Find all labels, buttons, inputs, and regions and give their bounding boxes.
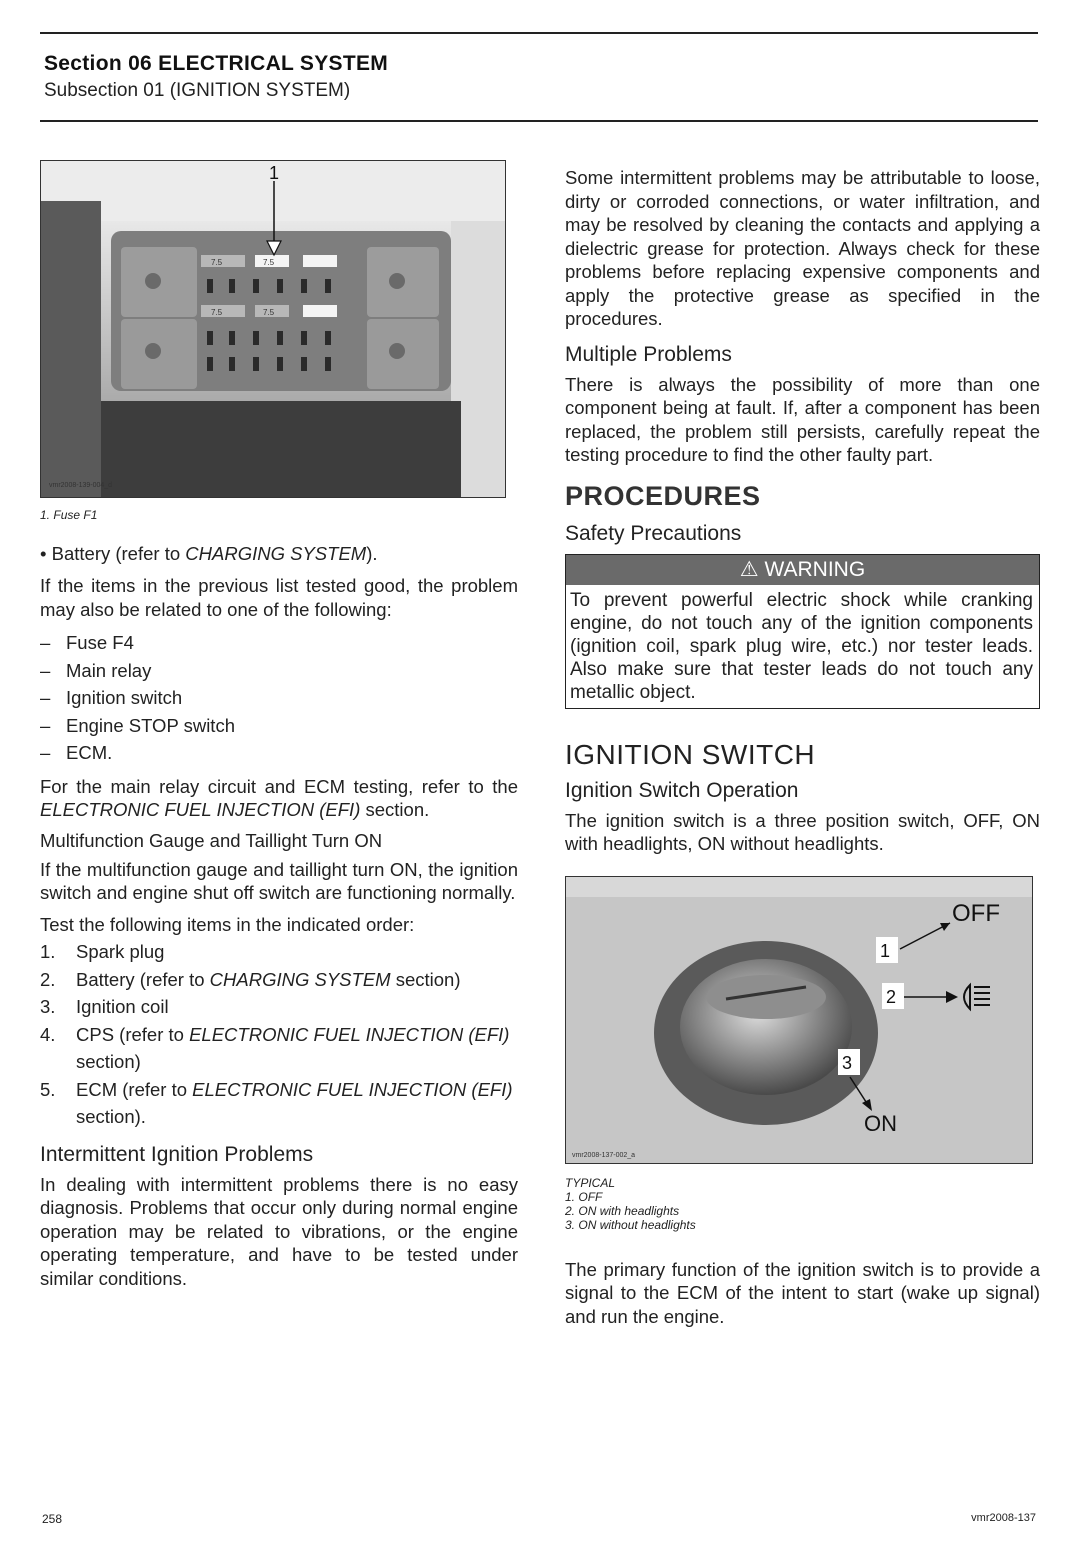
- heading-ignition-switch: IGNITION SWITCH: [565, 738, 816, 770]
- dash-list: [40, 629, 518, 767]
- doc-id: vmr2008-137: [971, 1512, 1036, 1524]
- fuse-label-1: 7.5: [211, 258, 223, 267]
- figure1-callout: 1: [269, 163, 280, 183]
- para-test: Test the following items in the indicated order:: [40, 913, 415, 935]
- figure1-image-id: vmr2008-139-004_d: [49, 482, 113, 489]
- on-label: ON: [864, 1110, 897, 1136]
- left-column: [40, 160, 518, 1298]
- list-item: – Engine STOP switch: [40, 712, 518, 740]
- figure2-caption-item: 1. OFF: [565, 1189, 603, 1204]
- battery-line: • Battery (refer to CHARGING SYSTEM).: [40, 543, 378, 564]
- list-item: – Fuse F4: [40, 629, 518, 657]
- top-rule: [40, 32, 1038, 34]
- figure2-caption-item: 3. ON without headlights: [565, 1217, 696, 1232]
- fuse-box-photo: [41, 161, 505, 497]
- fuse-label-3: 7.5: [263, 308, 275, 317]
- figure2-callout-2: 2: [886, 986, 897, 1007]
- fuse-label-2: 7.5: [211, 308, 223, 317]
- para-multiple: There is always the possibility of more than one component being at fault. If, after a component has been replaced, the problem still persists, carefully repeat the testing procedure to find the other faulty part.: [565, 373, 1040, 465]
- warning-box: [565, 554, 1040, 709]
- ignition-switch-photo: [566, 877, 1032, 1163]
- para-following: If the items in the previous list tested good, the problem may also be related to one of the following:: [40, 575, 518, 620]
- heading-switch-operation: Ignition Switch Operation: [565, 778, 799, 802]
- heading-procedures: PROCEDURES: [565, 480, 761, 511]
- figure2-callout-1: 1: [880, 940, 891, 961]
- figure2-caption-title: TYPICAL: [565, 1175, 616, 1190]
- ignition-switch-figure: [565, 876, 1033, 1164]
- list-item: – ECM.: [40, 739, 518, 767]
- figure2-image-id: vmr2008-137-002_a: [572, 1151, 636, 1159]
- figure2-caption-item: 2. ON with headlights: [565, 1203, 680, 1218]
- fuse-box-figure: [40, 160, 506, 498]
- heading-safety: Safety Precautions: [565, 521, 742, 545]
- heading-multiple-problems: Multiple Problems: [565, 342, 732, 366]
- charging-system-ref: CHARGING SYSTEM: [185, 543, 367, 564]
- list-item: – Main relay: [40, 657, 518, 685]
- figure1-caption: 1. Fuse F1: [40, 508, 98, 522]
- para-primary: The primary function of the ignition switch is to provide a signal to the ECM of the intent to start (wake up signal) and run the engine.: [565, 1258, 1040, 1327]
- list-item: 2. Battery (refer to CHARGING SYSTEM section): [40, 968, 461, 990]
- page-number: 258: [42, 1512, 63, 1526]
- heading-intermittent: Intermittent Ignition Problems: [40, 1142, 314, 1166]
- warning-triangle-icon: ⚠: [739, 557, 759, 581]
- list-item: – Ignition switch: [40, 684, 518, 712]
- list-item: 5. ECM (refer to ELECTRONIC FUEL INJECTION (EFI) section).: [40, 1078, 513, 1127]
- para-main-relay: For the main relay circuit and ECM testing, refer to the ELECTRONIC FUEL INJECTION (EFI) section.: [40, 775, 518, 820]
- numbered-list: [40, 938, 518, 1131]
- figure2-callout-3: 3: [842, 1052, 853, 1073]
- header-rule: [40, 120, 1038, 122]
- list-item: 4. CPS (refer to ELECTRONIC FUEL INJECTION (EFI) section): [40, 1023, 510, 1072]
- list-item: 3. Ignition coil: [40, 996, 169, 1017]
- section-title: Section 06 ELECTRICAL SYSTEM: [44, 52, 389, 75]
- para-gauge: If the multifunction gauge and taillight turn ON, the ignition switch and engine shut off switch are functioning normally.: [40, 858, 518, 903]
- right-column: [565, 166, 1040, 1336]
- para-operation: The ignition switch is a three position switch, OFF, ON with headlights, ON without headlights.: [565, 809, 1040, 854]
- fuse-label-4: 7.5: [263, 258, 275, 267]
- warning-header: [566, 555, 1039, 585]
- para-some-intermittent: Some intermittent problems may be attributable to loose, dirty or corroded connections, or water infiltration, and may be resolved by cleaning the contacts and applying a dielectric grease for protection. Always check for these problems before replacing expensive components and apply the protective grease as specified in the procedures.: [565, 167, 1040, 329]
- heading-gauge: Multifunction Gauge and Taillight Turn ON: [40, 829, 383, 851]
- list-item: 1. Spark plug: [40, 941, 165, 962]
- warning-text: To prevent powerful electric shock while cranking engine, do not touch any of the ignition components (ignition coil, spark plug wire, etc.) nor tester leads. Also make sure that tester leads do not touch any metallic object.: [570, 589, 1033, 703]
- off-label: OFF: [952, 899, 1000, 927]
- warning-title: WARNING: [764, 557, 866, 581]
- para-intermittent: In dealing with intermittent problems there is no easy diagnosis. Problems that occur only during normal engine operation may be related to vibrations, or the engine operating temperature, and have to be tested under similar conditions.: [40, 1173, 518, 1289]
- subsection-title: Subsection 01 (IGNITION SYSTEM): [44, 80, 351, 101]
